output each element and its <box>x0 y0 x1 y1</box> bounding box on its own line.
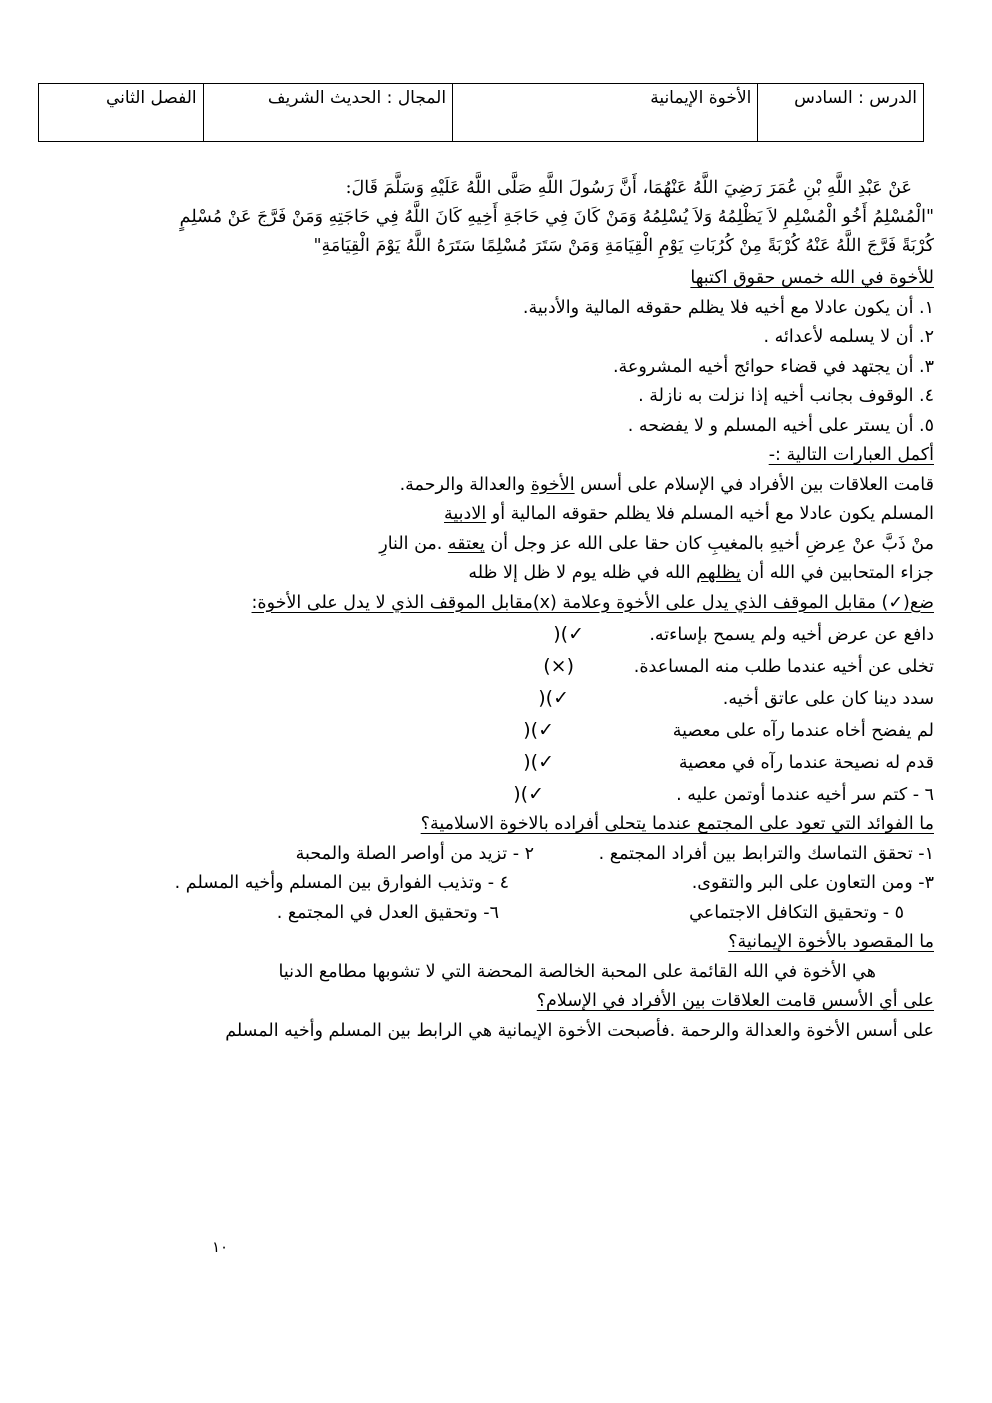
lesson-cell: الدرس : السادس <box>757 84 923 141</box>
sentence-text: قامت العلاقات بين الأفراد في الإسلام على أسس <box>574 474 934 495</box>
sentence-1 <box>60 471 934 501</box>
mark-row <box>60 650 934 682</box>
sentence-2 <box>60 500 934 530</box>
mark-row-text: تخلى عن أخيه عندما طلب منه المساعدة. <box>633 657 934 677</box>
sentence-4 <box>60 559 934 589</box>
cross-mark: (×) <box>543 655 574 677</box>
check-mark: ✓)( <box>513 783 544 805</box>
check-mark: ✓)( <box>523 719 554 741</box>
sentence-text: جزاء المتحابين في الله أن <box>740 563 934 583</box>
benefit-item: ٢ - تزيد من أواصر الصلة والمحبة <box>295 843 534 864</box>
mark-row <box>60 778 934 810</box>
basis-heading: على أي الأسس قامت العلاقات بين الأفراد في الإسلام؟ <box>536 991 934 1011</box>
benefits-row <box>60 840 934 870</box>
basis-answer: على أسس الأخوة والعدالة والرحمة .فأصبحت الأخوة الإيمانية هي الرابط بين المسلم وأخيه المسلم <box>225 1020 934 1041</box>
mark-row <box>60 714 934 746</box>
domain-cell: المجال : الحديث الشريف <box>203 84 452 141</box>
hadith-line: "الْمُسْلِمُ أَخُو الْمُسْلِمِ لاَ يَظْلِمُهُ وَلاَ يُسْلِمُهُ وَمَنْ كَانَ فِي حَاجَةِ أَخِيهِ كَانَ اللَّهُ فِي حَاجَتِهِ وَمَنْ فَرَّجَ عَنْ مُسْلِمٍ <box>179 207 934 227</box>
check-mark: ✓)( <box>538 687 569 709</box>
complete-heading: أكمل العبارات التالية :- <box>768 445 934 465</box>
mark-row <box>60 618 934 650</box>
sentence-answer: الأخوة <box>530 474 575 495</box>
sentence-text: منْ ذَبَّ عنْ عِرضِ أخيهِ بالمغيبِ كان حقا على الله عز وجل أن <box>484 533 934 554</box>
rights-section <box>60 264 934 1046</box>
benefits-heading: ما الفوائد التي تعود على المجتمع عندما يتحلى أفراده بالاخوة الاسلامية؟ <box>420 814 934 834</box>
list-item: ٣. أن يجتهد في قضاء حوائج أخيه المشروعة. <box>612 356 934 377</box>
check-mark: ✓)( <box>553 623 584 645</box>
marks-heading: ضع(✓) مقابل الموقف الذي يدل على الأخوة وعلامة (x)مقابل الموقف الذي لا يدل على الأخوة: <box>251 592 934 613</box>
benefit-item: ٦- وتحقيق العدل في المجتمع . <box>276 902 499 923</box>
hadith-line: كُرْبَةً فَرَّجَ اللَّهُ عَنْهُ كُرْبَةً مِنْ كُرُبَاتِ يَوْمِ الْقِيَامَةِ وَمَنْ سَتَرَ مُسْلِمًا سَتَرَهُ اللَّهُ يَوْمَ الْقِيَامَةِ" <box>313 236 934 256</box>
benefit-item: ٤ - وتذيب الفوارق بين المسلم وأخيه المسلم . <box>174 873 509 893</box>
page-number: ١٠ <box>212 1238 229 1256</box>
mark-row-text: قدم له نصيحة عندما رآه في معصية <box>678 753 934 773</box>
meaning-heading: ما المقصود بالأخوة الإيمانية؟ <box>728 932 934 952</box>
sentence-text: والعدالة والرحمة. <box>399 474 531 495</box>
mark-row <box>60 746 934 778</box>
meaning-answer: هي الأخوة في الله القائمة على المحبة الخالصة المحضة التي لا تشوبها مطامع الدنيا <box>278 961 876 982</box>
sentence-text: الله في ظله يوم لا ظل إلا ظله <box>468 563 697 583</box>
benefit-item: ٥ - وتحقيق التكافل الاجتماعي <box>689 902 904 923</box>
list-item: ٤. الوقوف بجانب أخيه إذا نزلت به نازلة . <box>638 386 934 406</box>
benefits-row <box>60 869 934 899</box>
benefits-row <box>60 899 934 929</box>
mark-row-text: دافع عن عرض أخيه ولم يسمح بإساءته. <box>649 625 934 645</box>
benefit-item: ٣- ومن التعاون على البر والتقوى. <box>691 873 934 893</box>
list-item: ١. أن يكون عادلا مع أخيه فلا يظلم حقوقه المالية والأدبية. <box>522 297 934 318</box>
list-item: ٥. أن يستر على أخيه المسلم و لا يفضحه . <box>627 415 934 436</box>
hadith-text <box>60 174 934 261</box>
list-item: ٢. أن لا يسلمه لأعدائه . <box>763 327 934 347</box>
benefit-item: ١- تحقق التماسك والترابط بين أفراد المجتمع . <box>598 843 934 864</box>
sentence-text: المسلم يكون عادلا مع أخيه المسلم فلا يظلم حقوقه المالية أو <box>486 504 934 524</box>
rights-heading: للأخوة في الله خمس حقوق اكتبها <box>690 268 934 288</box>
check-mark: ✓)( <box>523 751 554 773</box>
mark-row-text: ٦ - كتم سر أخيه عندما أوتمن عليه . <box>676 785 934 805</box>
sentence-text: .من النارِ <box>379 533 448 554</box>
term-cell: الفصل الثاني <box>105 88 197 108</box>
sentence-3 <box>60 530 934 560</box>
sentence-answer: الادبية <box>444 504 487 524</box>
sentence-answer: يعتقه <box>447 533 485 554</box>
mark-row <box>60 682 934 714</box>
header-table <box>38 83 924 142</box>
mark-row-text: سدد دينا كان على عاتق أخيه. <box>722 689 934 709</box>
topic-cell: الأخوة الإيمانية <box>452 84 757 141</box>
sentence-answer: يظلهم <box>696 563 741 583</box>
mark-row-text: لم يفضح أخاه عندما رآه على معصية <box>672 721 934 741</box>
hadith-line: عَنْ عَبْدِ اللَّهِ بْنِ عُمَرَ رَضِيَ اللَّهُ عَنْهُمَا، أَنَّ رَسُولَ اللَّهِ صَلَّى اللَّهُ عَلَيْهِ وَسَلَّمَ قَالَ: <box>345 178 912 198</box>
